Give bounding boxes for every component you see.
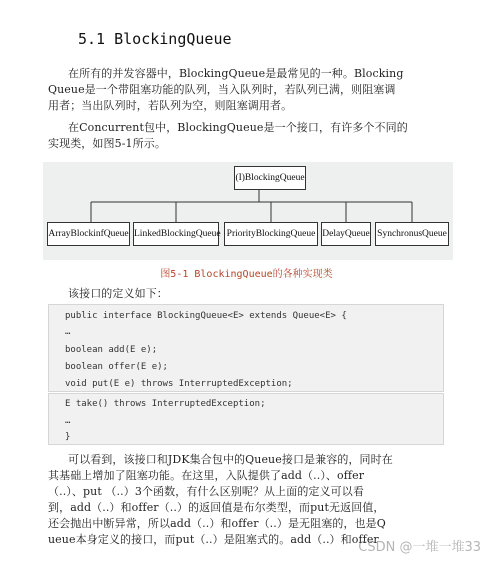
text-line: 实现类，如图5-1所示。 [48, 137, 166, 150]
text-line: 在所有的并发容器中，BlockingQueue是最常见的一种。Blocking [68, 67, 404, 80]
text-line: 可以看到，该接口和JDK集合包中的Queue接口是兼容的，同时在 [68, 453, 393, 466]
intro-paragraph [48, 66, 452, 114]
code-block [48, 304, 444, 392]
text-line: 用者；当出队列时，若队列为空，则阻塞调用者。 [48, 99, 293, 112]
interface-box-blockingqueue: (I)BlockingQueue [234, 166, 306, 190]
text-line: 其基础上增加了阻塞功能。在这里，入队提供了add（..）、offer [48, 469, 365, 482]
code-line: } [65, 432, 71, 442]
csdn-watermark: CSDN @一堆一堆33 [358, 540, 481, 555]
code-line: boolean add(E e); [65, 345, 158, 355]
class-box-delayqueue: DelayQueue [321, 222, 371, 246]
text-line: Queue是一个带阻塞功能的队列，当入队列时，若队列已满，则阻塞调 [48, 83, 396, 96]
code-line: E take() throws InterruptedException; [65, 399, 266, 409]
code-line: … [65, 327, 71, 337]
class-box-synchronousqueue: SynchronusQueue [375, 222, 449, 246]
code-line: void put(E e) throws InterruptedException; [65, 379, 293, 389]
text-line: （..）、put （..）3个函数，有什么区别呢？从上面的定义可以看 [48, 485, 364, 498]
code-line: … [65, 416, 71, 426]
code-line: boolean offer(E e); [65, 362, 168, 372]
section-title [78, 30, 232, 48]
section-number: 5.1 [78, 30, 106, 48]
code-block [48, 393, 444, 445]
class-box-priorityblockingqueue: PriorityBlockingQueue [224, 222, 318, 246]
class-box-arrayblockingqueue: ArrayBlockinfQueue [47, 222, 130, 246]
code-line: public interface BlockingQueue<E> extends Queue<E> { [65, 311, 347, 321]
text-line: 在Concurrent包中，BlockingQueue是一个接口，有许多个不同的 [68, 121, 408, 134]
concurrent-paragraph [48, 120, 452, 152]
text-line: 还会抛出中断异常，所以add（..）和offer（..）是无阻塞的，也是Q [48, 517, 386, 530]
figure-caption: 图5-1 BlockingQueue的各种实现类 [160, 269, 333, 280]
class-hierarchy-diagram [43, 162, 453, 260]
section-title-text: BlockingQueue [114, 30, 232, 48]
text-line: 到，add（..）和offer（..）的返回值是布尔类型，而put无返回值， [48, 501, 385, 514]
definition-intro [48, 286, 452, 302]
class-box-linkedblockingqueue: LinkedBlockingQueue [133, 222, 219, 246]
text-line: ueue本身定义的接口，而put（..）是阻塞式的。add（..）和offer [48, 533, 379, 546]
text-line: 该接口的定义如下： [68, 287, 168, 300]
explanation-paragraph [48, 452, 452, 548]
